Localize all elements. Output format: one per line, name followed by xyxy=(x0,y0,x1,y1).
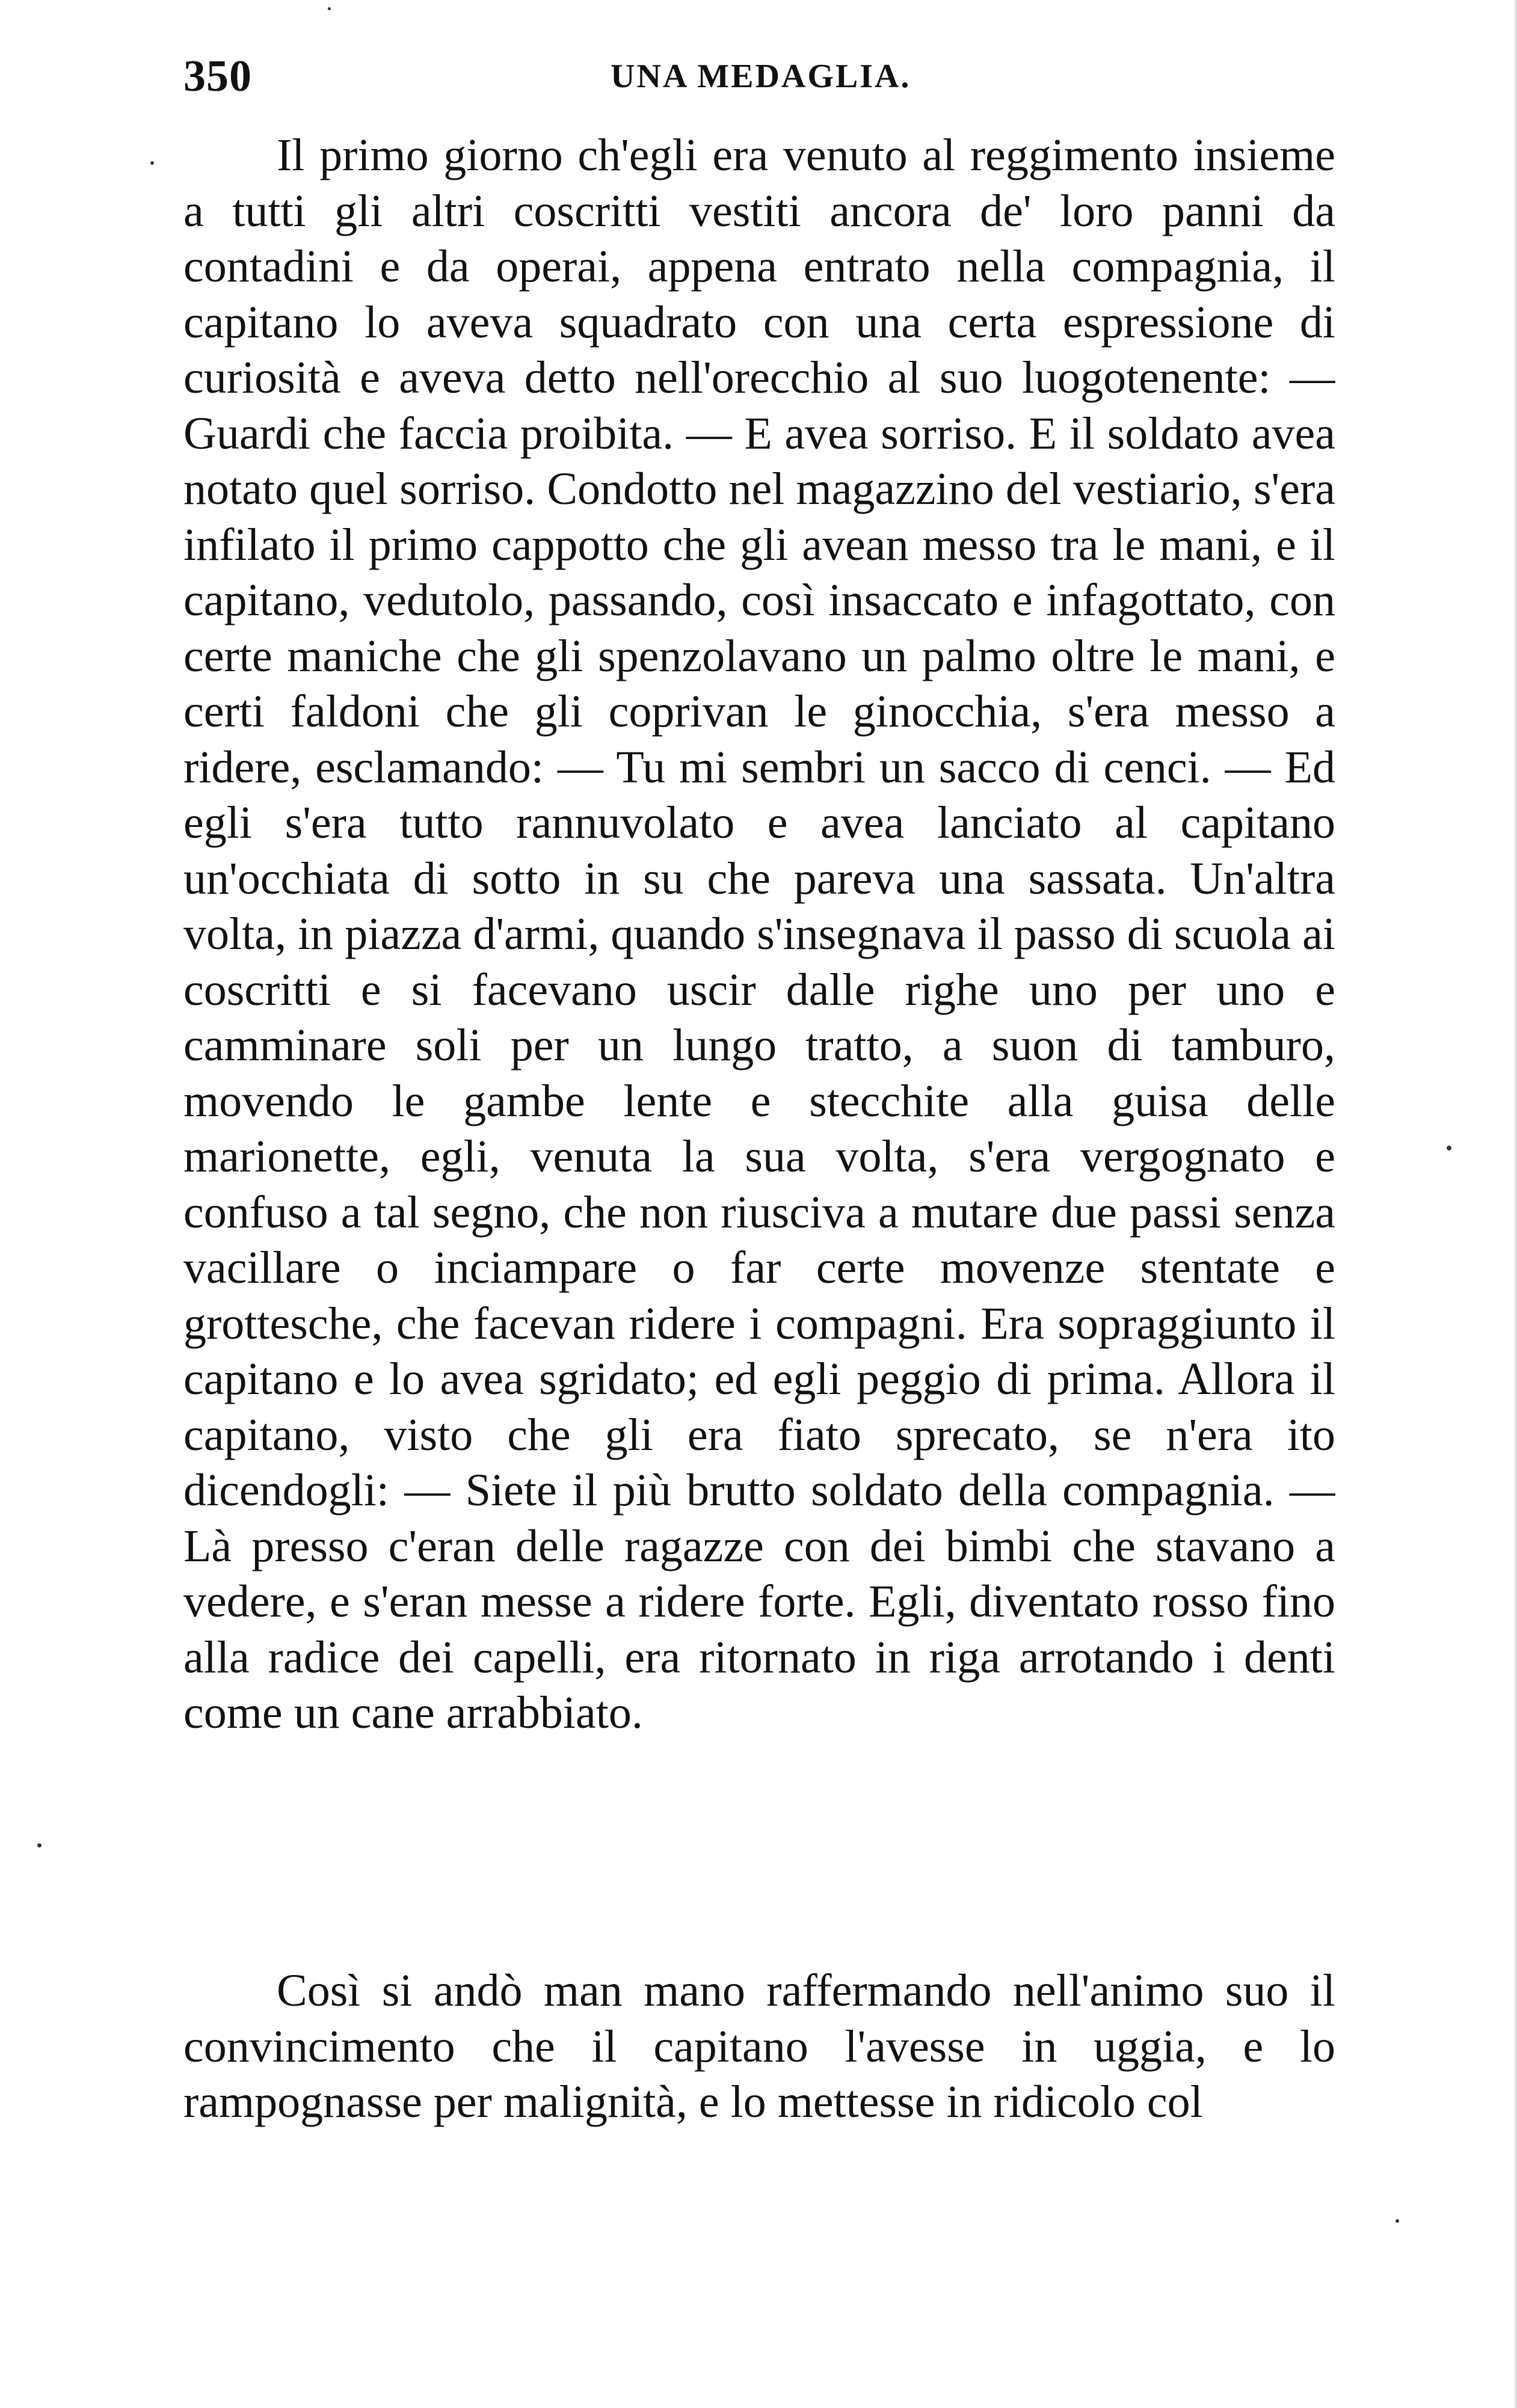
page-edge xyxy=(1513,0,1517,2408)
body-text xyxy=(183,127,1335,2130)
running-head: UNA MEDAGLIA. xyxy=(611,58,911,95)
scan-speck xyxy=(150,161,154,165)
page-header xyxy=(183,51,1326,105)
page-number: 350 xyxy=(183,52,252,101)
scan-speck xyxy=(1395,2219,1399,2223)
scan-speck xyxy=(1447,1146,1451,1150)
paragraph: Il primo giorno ch'egli era venuto al reggimento insieme a tutti gli altri coscritti vestiti ancora de' loro panni da contadini e da operai, appena entrato nella compagnia, il capitano lo aveva squadrato con una certa espressione di curiosità e aveva detto nell'orecchio al suo luogotenente: — Guardi che faccia proibita. — E avea sorriso. E il soldato avea notato quel sorriso. Condotto nel magazzino del vestiario, s'era infilato il primo cappotto che gli avean messo tra le mani, e il capitano, vedutolo, passando, così insaccato e infagottato, con certe maniche che gli spenzolavano un palmo oltre le mani, e certi faldoni che gli coprivan le ginocchia, s'era messo a ridere, esclamando: — Tu mi sembri un sacco di cenci. — Ed egli s'era tutto rannuvolato e avea lanciato al capitano un'occhiata di sotto in su che pareva una sassata. Un'altra volta, in piazza d'armi, quando s'insegnava il passo di scuola ai coscritti e si facevano uscir dalle righe uno per uno e camminare soli per un lungo tratto, a suon di tamburo, movendo le gambe lente e stecchite alla guisa delle marionette, egli, venuta la sua volta, s'era vergognato e confuso a tal segno, che non riusciva a mutare due passi senza vacillare o inciampare o far certe movenze stentate e grottesche, che facevan ridere i compagni. Era sopraggiunto il capitano e lo avea sgridato; ed egli peggio di prima. Allora il capitano, visto che gli era fiato sprecato, se n'era ito dicendogli: — Siete il più brutto soldato della compagnia. — Là presso c'eran delle ragazze con dei bimbi che stavano a vedere, e s'eran messe a ridere forte. Egli, diventato rosso fino alla radice dei capelli, era ritornato in riga arrotando i denti come un cane arrabbiato. xyxy=(183,130,1335,1738)
scan-speck xyxy=(37,1843,42,1847)
scan-speck xyxy=(328,7,331,10)
paragraph: Così si andò man mano raffermando nell'animo suo il convincimento che il capitano l'avesse in uggia, e lo rampognasse per malignità, e lo mettesse in ridicolo col xyxy=(183,1965,1335,2127)
